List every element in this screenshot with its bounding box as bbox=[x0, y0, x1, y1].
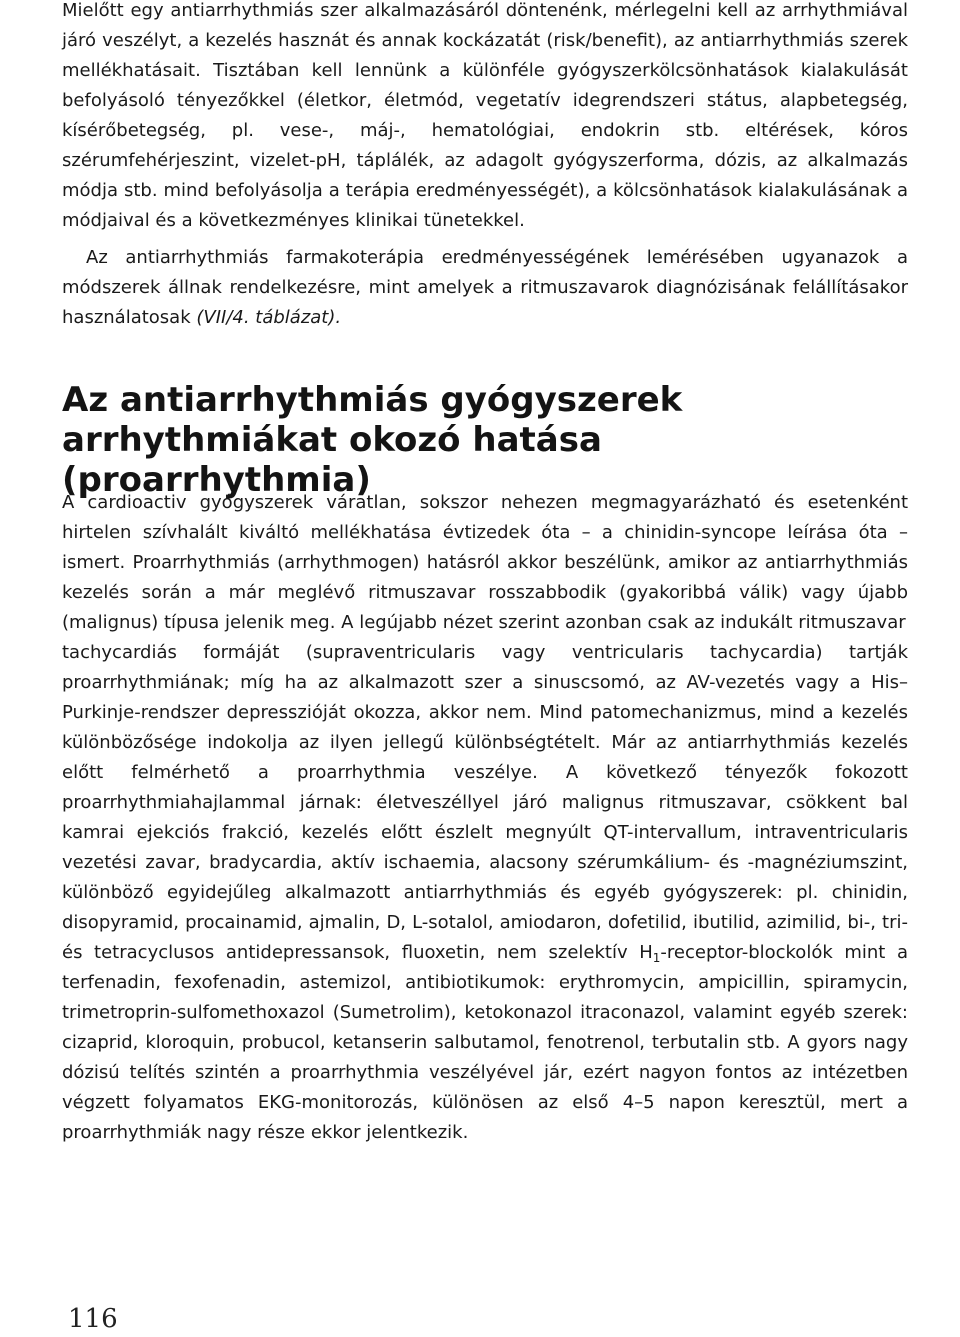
section-heading: Az antiarrhythmiás gyógyszerek arrhythmiákat okozó hatása (proarrhythmia) bbox=[62, 380, 683, 500]
proarrhythmia-paragraph bbox=[62, 488, 908, 1148]
proarrhythmia-text-end: -receptor-blockolók mint a terfenadin, fexofenadin, astemizol, antibiotikumok: erythromycin, ampicillin, spiramycin, trimetroprin-sulfomethoxazol (Sumetrolim), ketokonazol itraconazol, valamint egyéb szerek: cizaprid, kloroquin, probucol, ketanserin salbutamol, fenotrenol, terbutalin stb. A gyors nagy dózisú telítés szintén a proarrhythmia veszélyével jár, ezért nagyon fontos az intézetben végzett folyamatos EKG-monitorozás, különösen az első 4–5 napon keresztül, mert a proarrhythmiák nagy része ekkor jelentkezik. bbox=[62, 942, 908, 1143]
proarrhythmia-text-part1: A cardioactiv gyógyszerek váratlan, sokszor nehezen megmagyarázható és esetenként hirtelen szívhalált kiváltó mellékhatása évtizedek óta – a chinidin-syncope leírása óta – ismert. Proarrhythmiás (arrhythmogen) hatásról akkor beszélünk, amikor az antiarrhythmiás kezelés során a már meglévő ritmuszavar rosszabbodik (gyakoribbá válik) vagy újabb (malignus) típusa jelenik meg. A legújabb nézet szerint azonban csak az indukált ritmuszavar bbox=[62, 492, 908, 633]
proarrhythmia-text-main: tachycardiás formáját (supraventricularis vagy ventricularis tachycardia) tartják proarrhythmiának; míg ha az alkalmazott szer a sinuscsomó, az AV-vezetés vagy a His–Purkinje-rendszer depresszióját okozza, akkor nem. Mind patomechanizmus, mind a kezelés különbözősége indokolja az ilyen jellegű különbségtételt. Már az antiarrhythmiás kezelés előtt felmérhető a proarrhythmia veszélye. A következő tényezők fokozott proarrhythmiahajlammal járnak: életveszéllyel járó malignus ritmuszavar, csökkent bal kamrai ejekciós frakció, kezelés előtt észlelt megnyúlt QT-intervallum, intraventricularis vezetési zavar, bradycardia, aktív ischaemia, alacsony szérumkálium- és -magnéziumszint, különböző egyidejűleg alkalmazott antiarrhythmiás és egyéb gyógyszerek: pl. chinidin, disopyramid, procainamid, ajmalin, D, L-sotalol, amiodaron, dofetilid, ibutilid, azimilid, bi-, tri- és tetracyclusos antidepressansok, fluoxetin, nem szelektív H bbox=[62, 642, 908, 963]
table-reference: (VII/4. táblázat). bbox=[196, 307, 342, 328]
assessment-text: Az antiarrhythmiás farmakoterápia eredményességének lemérésében ugyanazok a módszerek állnak rendelkezésre, mint amelyek a ritmuszavarok diagnózisának felállításakor használatosak bbox=[62, 247, 908, 328]
subscript: 1 bbox=[652, 951, 661, 965]
proarrhythmia-text-part2 bbox=[62, 638, 908, 1148]
page-number: 116 bbox=[68, 1304, 118, 1334]
intro-paragraph: Mielőtt egy antiarrhythmiás szer alkalmazásáról döntenénk, mérlegelni kell az arrhythmiával járó veszélyt, a kezelés hasznát és annak kockázatát (risk/benefit), az antiarrhythmiás szerek mellékhatásait. Tisztában kell lennünk a különféle gyógyszerkölcsönhatások kialakulását befolyásoló tényezőkkel (életkor, életmód, vegetatív idegrendszeri státus, alapbetegség, kísérőbetegség, pl. vese-, máj-, hematológiai, endokrin stb. eltérések, kóros szérumfehérjeszint, vizelet-pH, táplálék, az adagolt gyógyszerforma, dózis, az alkalmazás módja stb. mind befolyásolja a terápia eredményességét), a kölcsönhatások kialakulásának a módjaival és a következményes klinikai tünetekkel. bbox=[62, 0, 908, 231]
assessment-paragraph bbox=[62, 243, 908, 333]
